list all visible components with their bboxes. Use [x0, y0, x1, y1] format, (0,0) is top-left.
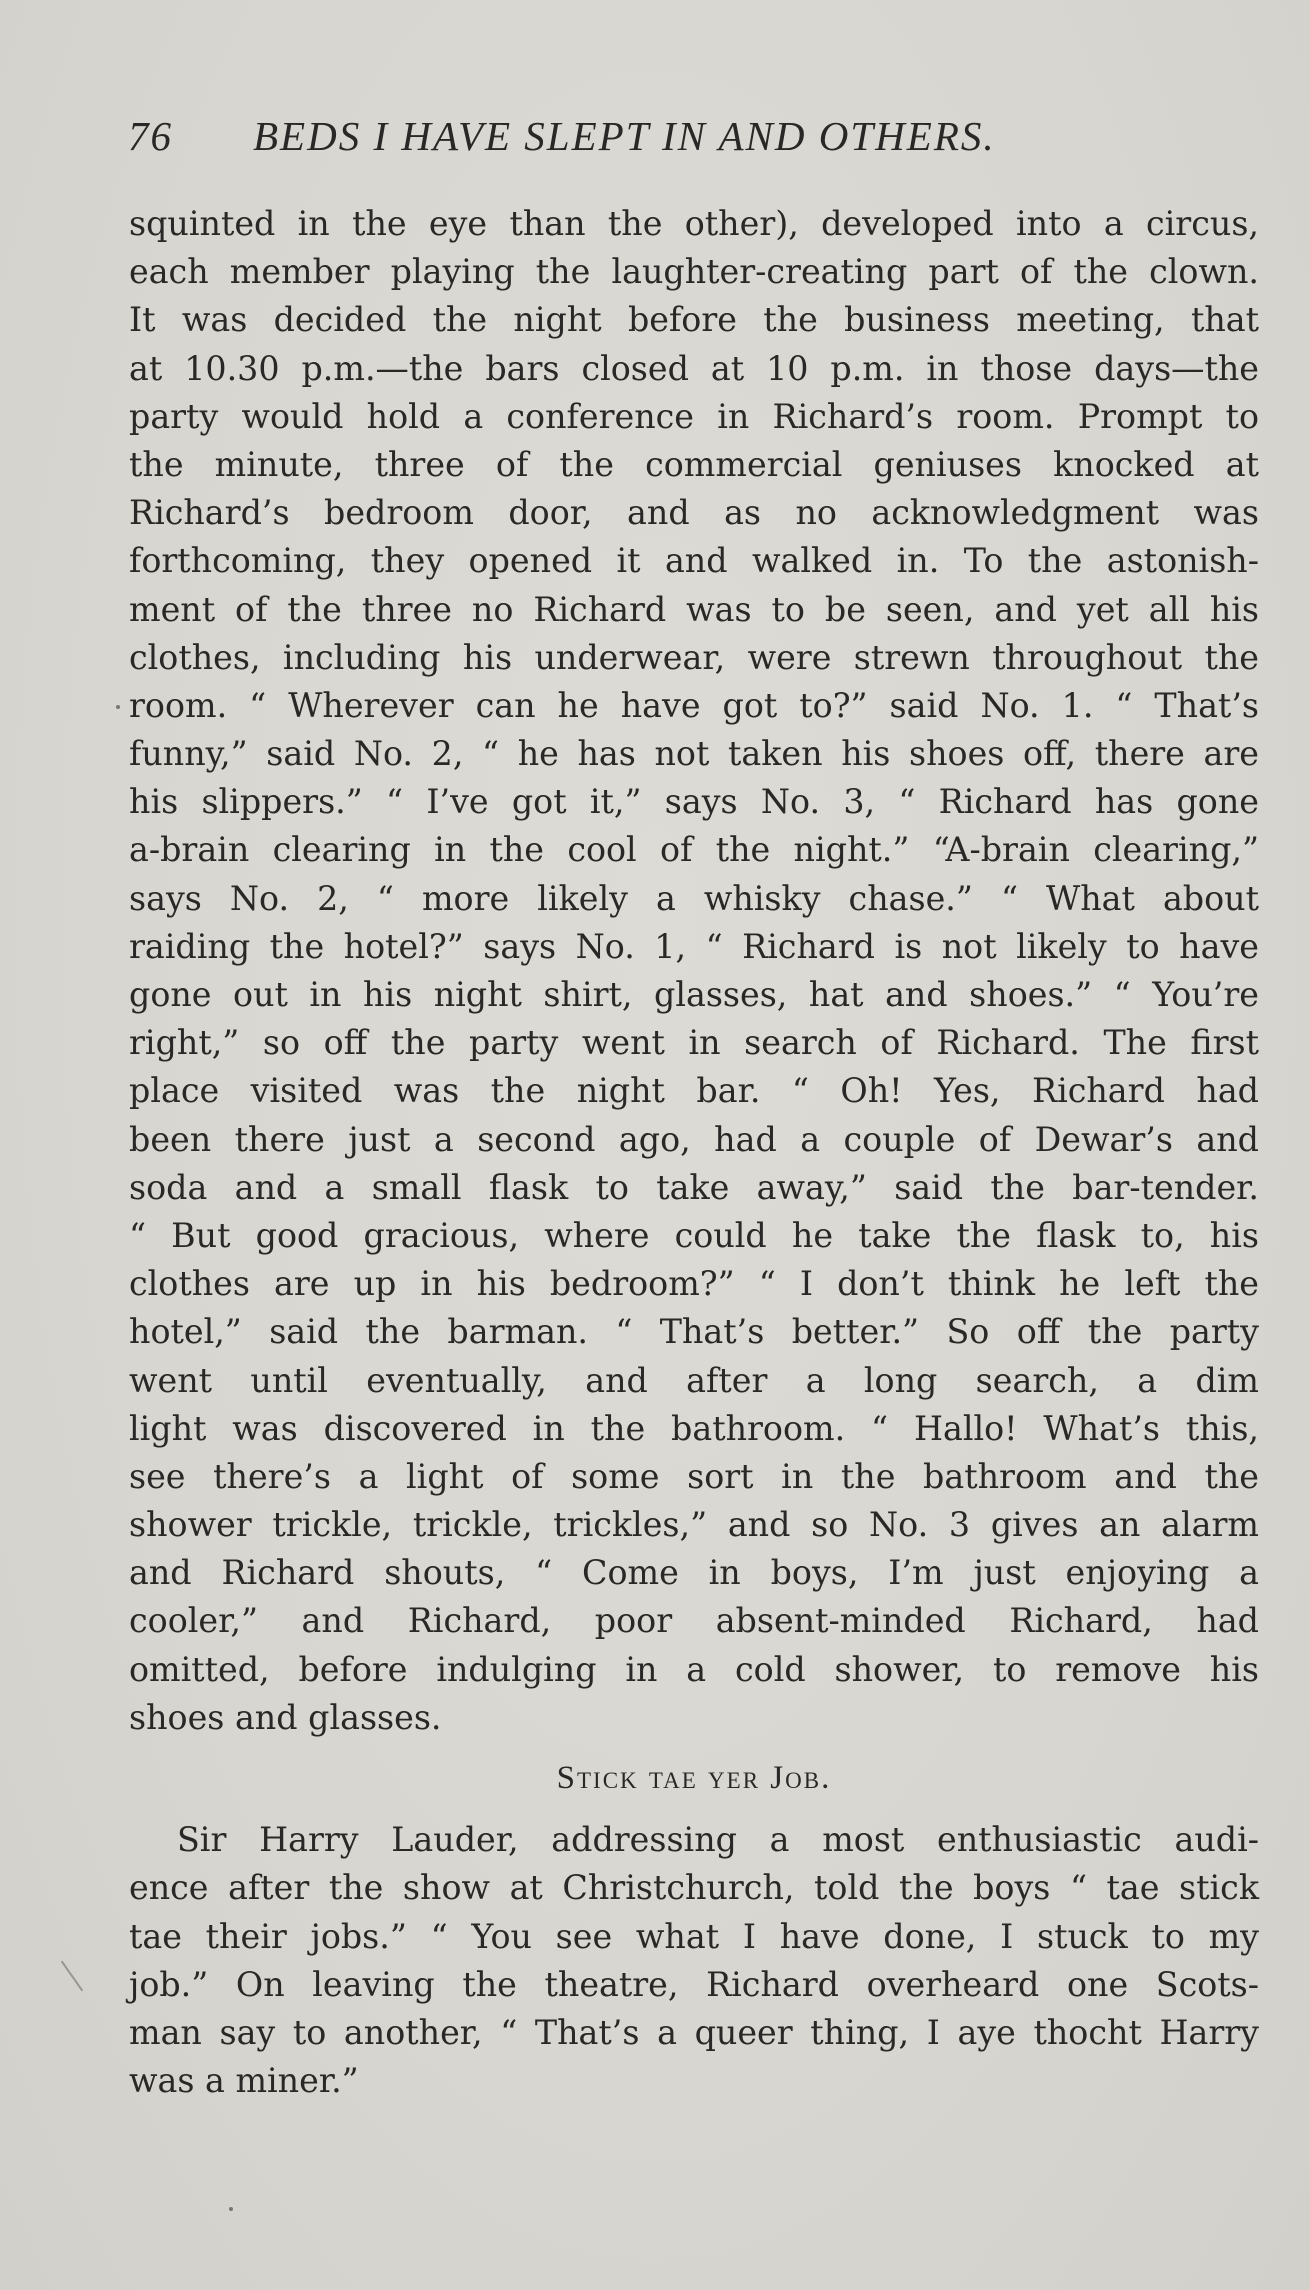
text-line: right,” so off the party went in search of Richard. The first [129, 1023, 1259, 1063]
text-line: ment of the three no Richard was to be seen, and yet all his [129, 589, 1259, 629]
text-line: omitted, before indulging in a cold shower, to remove his [129, 1649, 1259, 1689]
text-line: raiding the hotel?” says No. 1, “ Richard is not likely to have [129, 926, 1259, 966]
text-line: shower trickle, trickle, trickles,” and so No. 3 gives an alarm [129, 1505, 1259, 1545]
body-text [129, 200, 1259, 2105]
bottom-speck [229, 2207, 233, 2211]
text-line: shoes and glasses. [129, 1697, 442, 1737]
text-line: been there just a second ago, had a couple of Dewar’s and [129, 1119, 1259, 1159]
running-header [128, 112, 1128, 172]
text-line: hotel,” said the barman. “ That’s better.” So off the party [129, 1312, 1259, 1352]
text-line: clothes are up in his bedroom?” “ I don’t think he left the [129, 1264, 1259, 1304]
text-line: light was discovered in the bathroom. “ Hallo! What’s this, [129, 1408, 1259, 1448]
text-line: Richard’s bedroom door, and as no acknowledgment was [129, 493, 1259, 533]
text-line: and Richard shouts, “ Come in boys, I’m just enjoying a [129, 1553, 1259, 1593]
text-line: place visited was the night bar. “ Oh! Yes, Richard had [129, 1071, 1259, 1111]
section-heading: Stick tae yer Job. [556, 1760, 832, 1796]
text-line: cooler,” and Richard, poor absent-minded Richard, had [129, 1601, 1259, 1641]
text-line: the minute, three of the commercial geniuses knocked at [129, 444, 1259, 484]
text-line: job.” On leaving the theatre, Richard overheard one Scots- [129, 1964, 1259, 2004]
text-line: at 10.30 p.m.—the bars closed at 10 p.m. in those days—the [129, 348, 1259, 388]
text-line: tae their jobs.” “ You see what I have done, I stuck to my [129, 1916, 1259, 1956]
paragraph-1 [129, 200, 1259, 1742]
margin-mark [61, 1961, 83, 1992]
text-line: a-brain clearing in the cool of the night.” “A-brain clearing,” [129, 830, 1259, 870]
text-line: each member playing the laughter-creating part of the clown. [129, 252, 1259, 292]
text-line: “ But good gracious, where could he take the flask to, his [129, 1215, 1259, 1255]
text-line: was a miner.” [129, 2061, 359, 2101]
page-number: 76 [128, 113, 173, 159]
text-line: It was decided the night before the business meeting, that [129, 300, 1259, 340]
text-line: ence after the show at Christchurch, told the boys “ tae stick [129, 1868, 1259, 1908]
text-line: says No. 2, “ more likely a whisky chase.” “ What about [129, 878, 1259, 918]
paragraph-2 [129, 1816, 1259, 2105]
text-line: went until eventually, and after a long search, a dim [129, 1360, 1259, 1400]
text-line: Sir Harry Lauder, addressing a most enthusiastic audi- [177, 1820, 1259, 1860]
text-line: party would hold a conference in Richard’s room. Prompt to [129, 396, 1259, 436]
running-title: BEDS I HAVE SLEPT IN AND OTHERS. [253, 113, 996, 159]
text-line: gone out in his night shirt, glasses, hat and shoes.” “ You’re [129, 975, 1259, 1014]
text-line: his slippers.” “ I’ve got it,” says No. 3, “ Richard has gone [129, 782, 1259, 822]
text-line: see there’s a light of some sort in the bathroom and the [129, 1456, 1259, 1496]
text-line: man say to another, “ That’s a queer thing, I aye thocht Harry [129, 2012, 1259, 2052]
text-line: clothes, including his underwear, were strewn throughout the [129, 637, 1259, 677]
text-line: squinted in the eye than the other), developed into a circus, [129, 204, 1259, 243]
margin-speck [116, 705, 120, 709]
text-line: funny,” said No. 2, “ he has not taken his shoes off, there are [129, 734, 1259, 774]
text-line: room. “ Wherever can he have got to?” said No. 1. “ That’s [129, 685, 1259, 725]
text-line: forthcoming, they opened it and walked in. To the astonish- [129, 541, 1259, 581]
text-line: soda and a small flask to take away,” said the bar-tender. [129, 1167, 1259, 1207]
